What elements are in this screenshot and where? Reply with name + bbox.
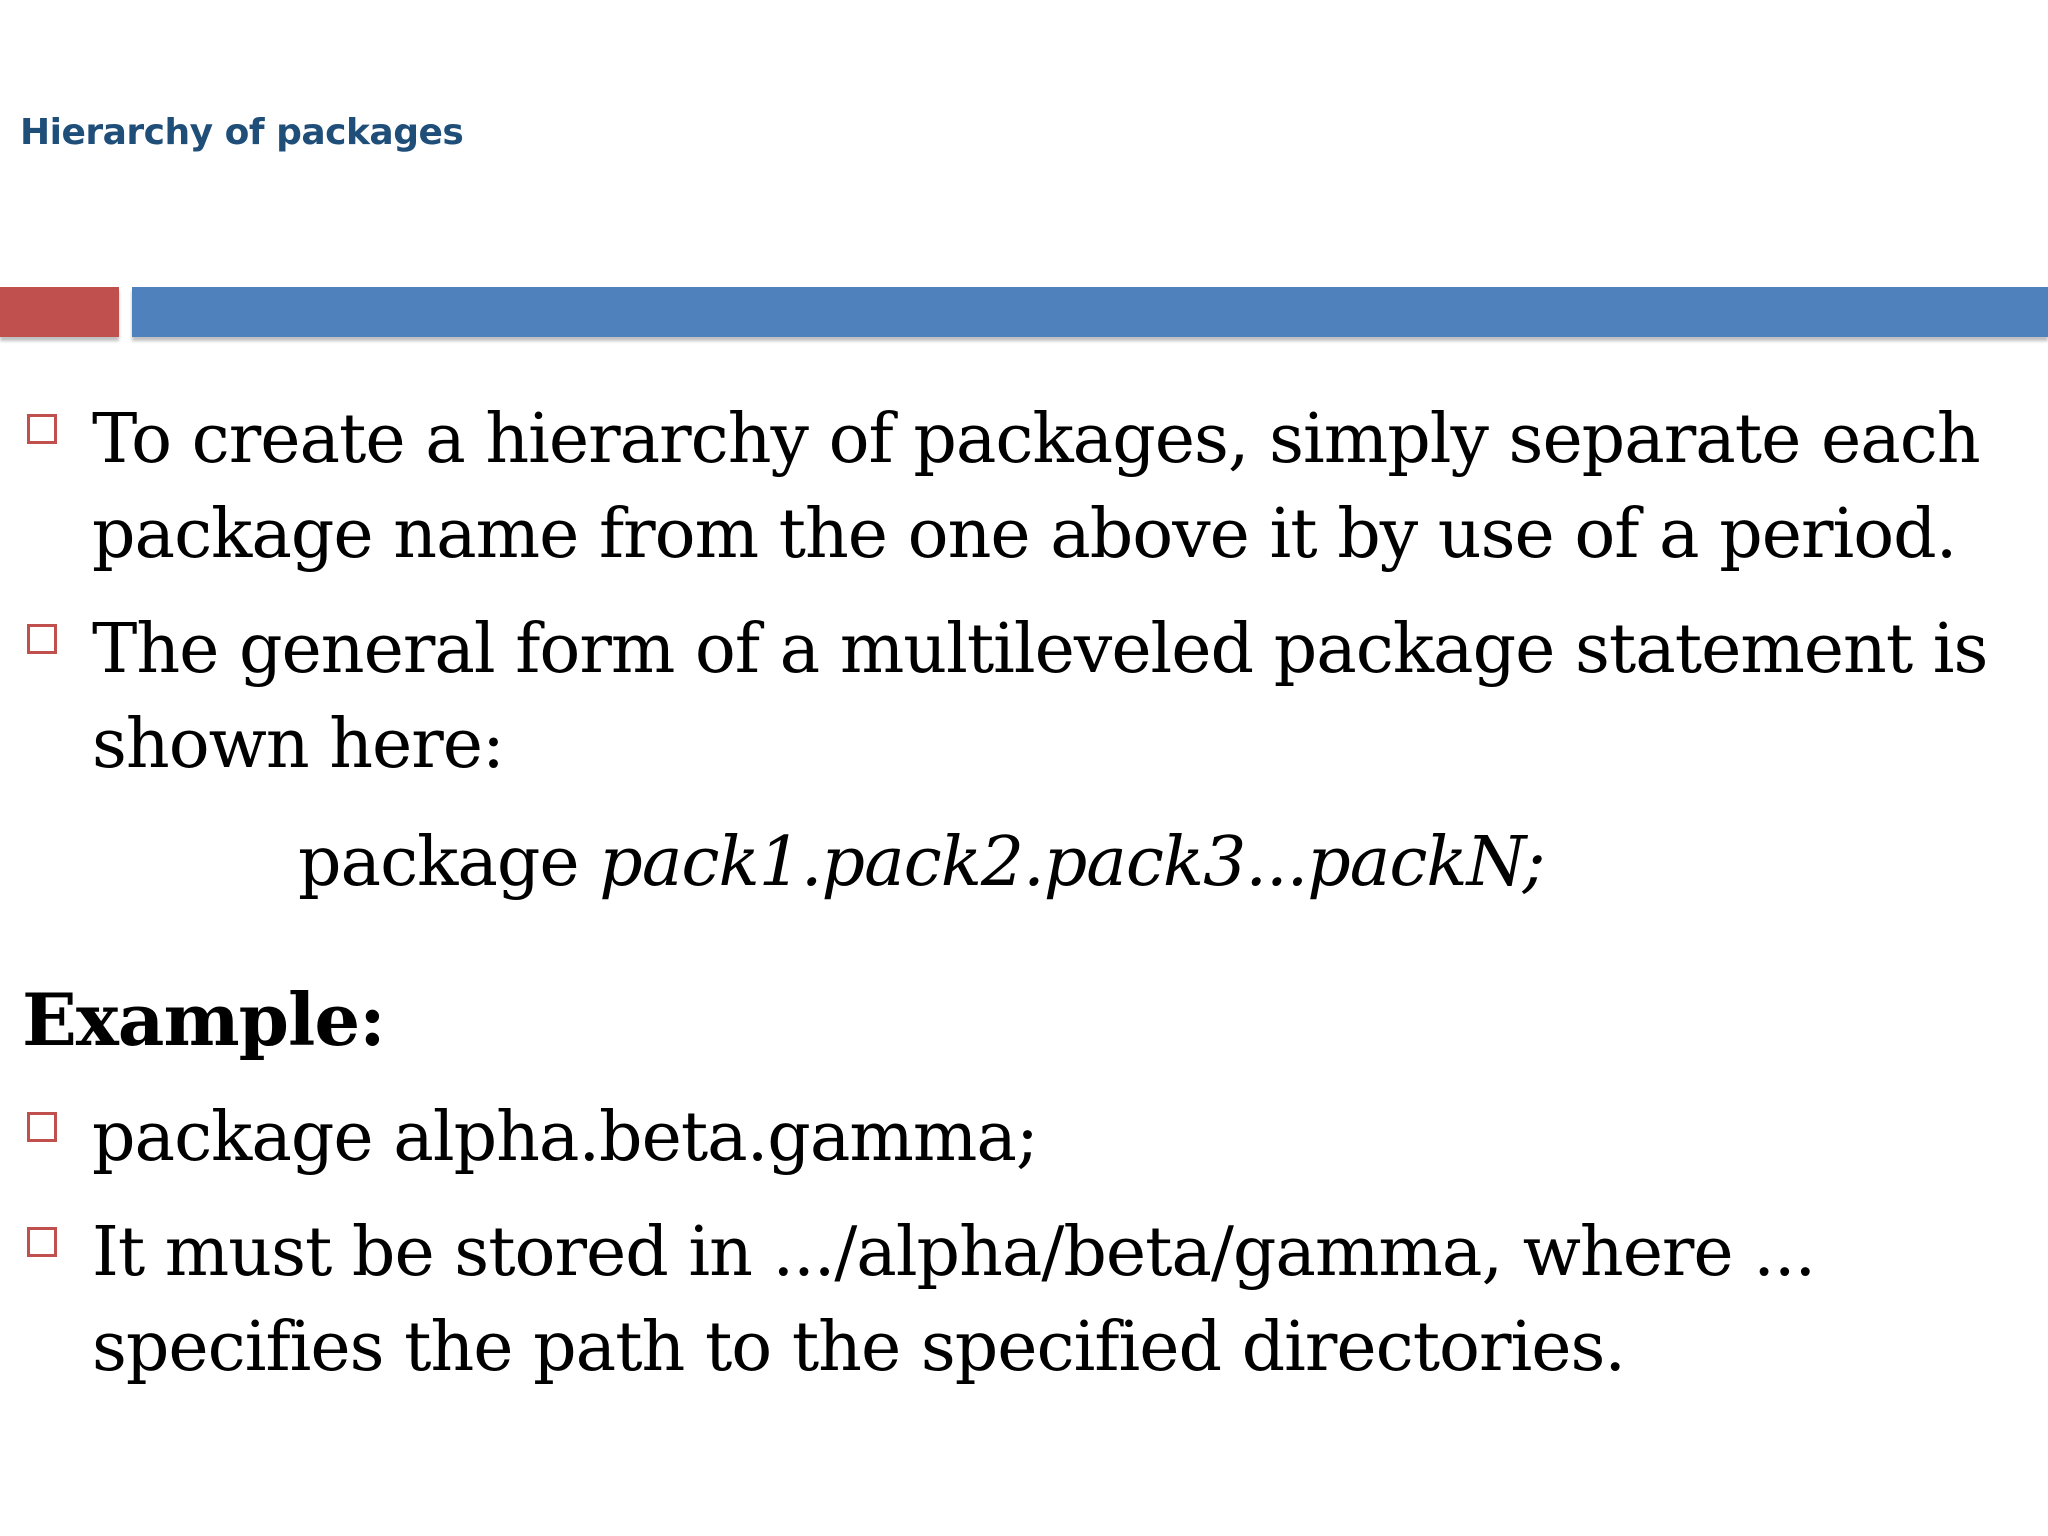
bullet-item-1: [92, 392, 1992, 582]
accent-bar-blue: [132, 287, 2048, 337]
bullet-text-line: The general form of a multileveled package statement is: [92, 610, 1988, 689]
example-bullet-1: [92, 1090, 1992, 1185]
bullet-text-line: It must be stored in .../alpha/beta/gamma, where ...: [92, 1213, 1816, 1292]
code-example: [298, 818, 1545, 908]
square-bullet-icon: [27, 414, 57, 444]
bullet-item-2: [92, 602, 1992, 792]
bullet-text-line: To create a hierarchy of packages, simply separate each: [92, 400, 1980, 479]
accent-bar-red: [0, 287, 119, 337]
bullet-text-line: specifies the path to the specified directories.: [92, 1308, 1625, 1387]
code-package-path: pack1.pack2.pack3...packN;: [599, 823, 1545, 902]
bullet-text-line: package name from the one above it by use of a period.: [92, 495, 1957, 574]
square-bullet-icon: [27, 1227, 57, 1257]
square-bullet-icon: [27, 1112, 57, 1142]
example-bullet-2: [92, 1205, 1992, 1395]
bullet-text-line: package alpha.beta.gamma;: [92, 1098, 1038, 1177]
bullet-text-line: shown here:: [92, 705, 504, 784]
slide-title: Hierarchy of packages: [20, 112, 464, 153]
code-keyword: package: [298, 823, 600, 902]
square-bullet-icon: [27, 624, 57, 654]
example-heading: Example:: [22, 977, 385, 1062]
